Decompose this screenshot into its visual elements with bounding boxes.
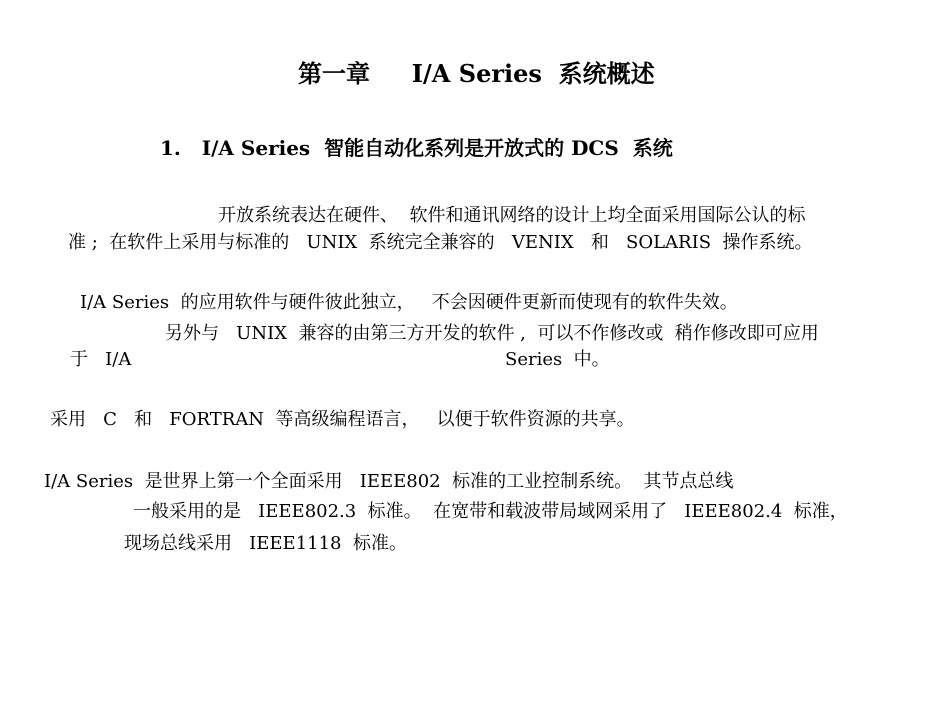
- paragraph-line: I/A Series 的应用软件与硬件彼此独立， 不会因硬件更新而使现有的软件失效。: [80, 292, 738, 313]
- paragraph-line: 开放系统表达在硬件、 软件和通讯网络的设计上均全面采用国际公认的标: [218, 205, 806, 226]
- section-title: 1. I/A Series 智能自动化系列是开放式的 DCS 系统: [160, 136, 673, 160]
- paragraph-line: 现场总线采用 IEEE1118 标准。: [124, 533, 407, 554]
- paragraph-line: 采用 C 和 FORTRAN 等高级编程语言， 以便于软件资源的共享。: [50, 409, 635, 430]
- chapter-title: 第一章 I/A Series 系统概述: [298, 59, 655, 88]
- paragraph-line: Series 中。: [505, 349, 610, 370]
- paragraph-line: I/A Series 是世界上第一个全面采用 IEEE802 标准的工业控制系统。 其节点总线: [44, 471, 734, 492]
- paragraph-line: 另外与 UNIX 兼容的由第三方开发的软件 , 可以不作修改或 稍作修改即可应用: [165, 323, 819, 344]
- paragraph-line: 一般采用的是 IEEE802.3 标准。 在宽带和载波带局域网采用了 IEEE802.4 标准，: [133, 501, 848, 522]
- paragraph-line: 于 I/A: [70, 349, 132, 370]
- paragraph-line: 准 ; 在软件上采用与标准的 UNIX 系统完全兼容的 VENIX 和 SOLARIS 操作系统。: [68, 232, 813, 253]
